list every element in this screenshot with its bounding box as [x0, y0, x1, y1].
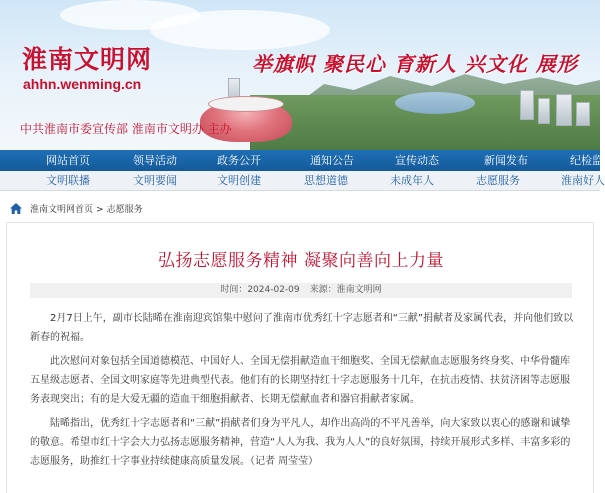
nav-item-leadership[interactable]: 领导活动	[133, 154, 177, 167]
subnav-item-morality[interactable]: 思想道德	[304, 174, 348, 187]
article-paragraph: 2月7日上午，副市长陆晞在淮南迎宾馆集中慰问了淮南市优秀红十字志愿者和“三献”捐献者及家属代表，并向他们致以新春的祝福。	[30, 313, 574, 343]
banner-lake	[395, 92, 475, 114]
article-source-label: 来源：	[309, 285, 337, 295]
subnav-item-good-people[interactable]: 淮南好人	[561, 174, 605, 187]
nav-item-press[interactable]: 新闻发布	[484, 154, 528, 167]
article-paragraph: 陆晞指出，优秀红十字志愿者和“三献”捐献者们身为平凡人，却作出高尚的不平凡善举，向大家致以衷心的感谢和诚挚的敬意。希望市红十字会大力弘扬志愿服务精神，营造“人人为我、我为人人”的良好氛围，持续开展形式多样、丰富多彩的志愿服务，助推红十字事业持续健康高质量发展。（记者 周莹莹）	[30, 418, 571, 467]
breadcrumb-home-link[interactable]: 淮南文明网首页	[30, 205, 94, 215]
breadcrumb-trail	[30, 202, 143, 215]
subnav-item-news[interactable]: 文明要闻	[133, 174, 177, 187]
breadcrumb-separator: >	[96, 205, 104, 215]
article-source-value: 淮南文明网	[336, 285, 382, 295]
site-host-text: 中共淮南市委宣传部 淮南市文明办 主办	[20, 122, 232, 136]
article-time-label: 时间：	[220, 285, 248, 295]
banner-cloud	[60, 0, 200, 30]
article-paragraph: 此次慰问对象包括全国道德模范、中国好人、全国无偿捐献造血干细胞奖、全国无偿献血志愿服务终身奖、中华骨髓库五星级志愿者、全国文明家庭等先进典型代表。他们有的长期坚持红十字志愿服务十几年，在抗击疫情、扶贫济困等志愿服务表现突出；有的是大爱无疆的造血干细胞捐献者、长期无偿献血者和器官捐献者家属。	[30, 356, 570, 405]
article-panel	[6, 222, 594, 493]
nav-item-notices[interactable]: 通知公告	[310, 154, 354, 167]
nav-item-home[interactable]: 网站首页	[46, 154, 90, 167]
breadcrumb-current[interactable]: 志愿服务	[106, 205, 143, 215]
banner-stadium-roof	[208, 96, 284, 112]
article-time-value: 2024-02-09	[247, 285, 300, 295]
main-nav	[0, 150, 603, 171]
nav-item-discipline[interactable]: 纪检监	[570, 154, 603, 167]
subnav-item-creation[interactable]: 文明创建	[217, 174, 261, 187]
subnav-item-volunteer[interactable]: 志愿服务	[476, 174, 520, 187]
home-icon[interactable]	[10, 203, 22, 214]
banner-slogan: 举旗帜 聚民心 育新人 兴文化 展形	[252, 52, 578, 76]
breadcrumb	[0, 199, 600, 219]
site-domain: ahhn.wenming.cn	[23, 76, 142, 92]
nav-item-publicity[interactable]: 宣传动态	[395, 154, 439, 167]
banner-building	[576, 102, 590, 126]
sub-nav	[0, 171, 605, 191]
article-body	[30, 309, 578, 471]
site-banner	[0, 0, 600, 150]
banner-building	[520, 90, 534, 120]
banner-building	[556, 94, 572, 126]
article-title: 弘扬志愿服务精神 凝聚向善向上力量	[158, 251, 444, 271]
article-meta	[30, 283, 572, 298]
site-logo-title[interactable]: 淮南文明网	[22, 45, 153, 74]
nav-item-government-affairs[interactable]: 政务公开	[217, 154, 261, 167]
subnav-item-minors[interactable]: 未成年人	[390, 174, 434, 187]
banner-building	[538, 98, 550, 124]
subnav-item-broadcast[interactable]: 文明联播	[46, 174, 90, 187]
